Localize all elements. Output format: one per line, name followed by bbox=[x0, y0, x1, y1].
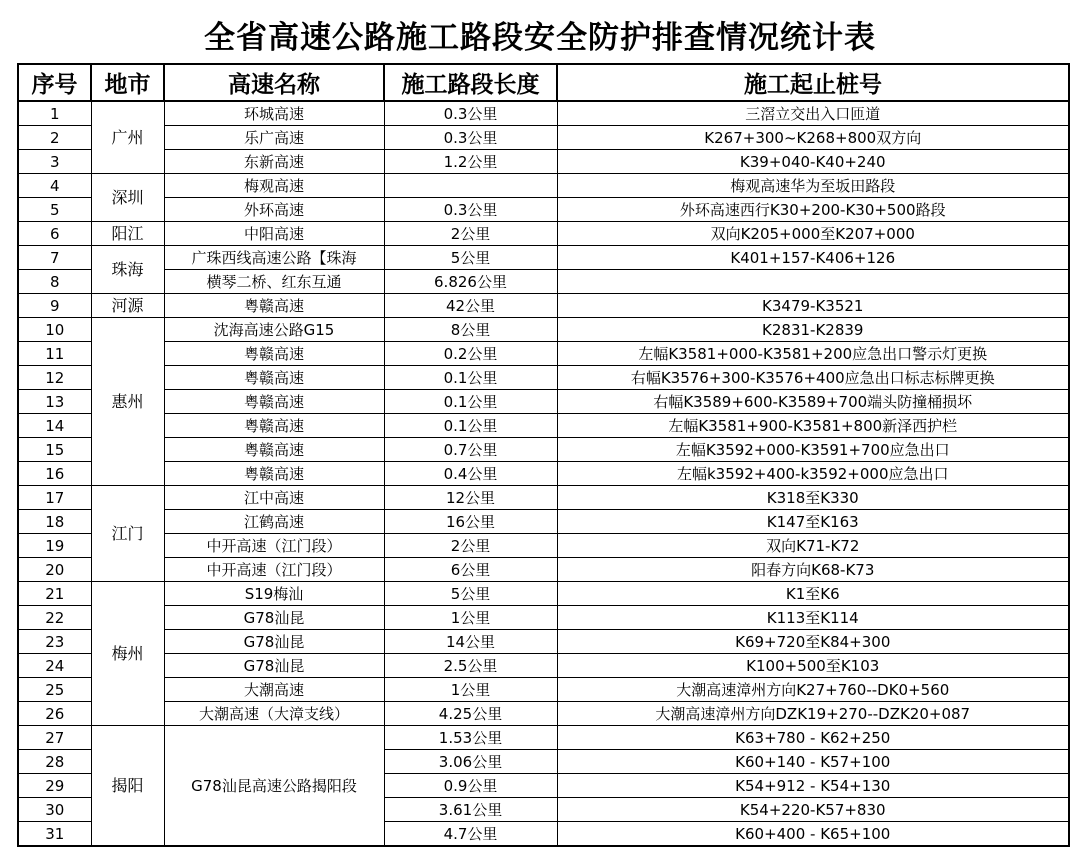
row-number: 28 bbox=[18, 750, 91, 774]
stake-range-cell: K60+400 - K65+100 bbox=[557, 822, 1069, 847]
section-length-cell: 0.3公里 bbox=[384, 126, 557, 150]
row-number: 15 bbox=[18, 438, 91, 462]
highway-name-cell: 粤赣高速 bbox=[164, 462, 384, 486]
stake-range-cell: K401+157-K406+126 bbox=[557, 246, 1069, 270]
section-length-cell: 0.1公里 bbox=[384, 366, 557, 390]
highway-name-cell: 梅观高速 bbox=[164, 174, 384, 198]
highway-name-cell: 中开高速（江门段） bbox=[164, 534, 384, 558]
highway-name-cell: G78汕昆 bbox=[164, 630, 384, 654]
stake-range-cell: 右幅K3576+300-K3576+400应急出口标志标牌更换 bbox=[557, 366, 1069, 390]
stake-range-cell: K318至K330 bbox=[557, 486, 1069, 510]
table-header-row bbox=[18, 64, 1069, 101]
row-number: 19 bbox=[18, 534, 91, 558]
highway-name-cell: 大潮高速（大漳支线） bbox=[164, 702, 384, 726]
header-stake-range: 施工起止桩号 bbox=[557, 64, 1069, 101]
table-row bbox=[18, 366, 1069, 390]
table-row bbox=[18, 126, 1069, 150]
highway-name-cell: 粤赣高速 bbox=[164, 366, 384, 390]
stake-range-cell: K267+300~K268+800双方向 bbox=[557, 126, 1069, 150]
stake-range-cell: 双向K205+000至K207+000 bbox=[557, 222, 1069, 246]
table-row bbox=[18, 101, 1069, 126]
stake-range-cell: 左幅K3592+000-K3591+700应急出口 bbox=[557, 438, 1069, 462]
stake-range-cell: 左幅K3581+000-K3581+200应急出口警示灯更换 bbox=[557, 342, 1069, 366]
stake-range-cell: 大潮高速漳州方向DZK19+270--DZK20+087 bbox=[557, 702, 1069, 726]
section-length-cell: 1公里 bbox=[384, 606, 557, 630]
table-row bbox=[18, 174, 1069, 198]
highway-name-cell: 广珠西线高速公路【珠海 bbox=[164, 246, 384, 270]
row-number: 23 bbox=[18, 630, 91, 654]
city-cell: 阳江 bbox=[91, 222, 164, 246]
city-cell: 江门 bbox=[91, 486, 164, 582]
section-length-cell: 0.3公里 bbox=[384, 101, 557, 126]
highway-name-cell: 江中高速 bbox=[164, 486, 384, 510]
row-number: 6 bbox=[18, 222, 91, 246]
highway-name-cell: 中开高速（江门段） bbox=[164, 558, 384, 582]
header-highway-name: 高速名称 bbox=[164, 64, 384, 101]
row-number: 20 bbox=[18, 558, 91, 582]
header-city: 地市 bbox=[91, 64, 164, 101]
table-row bbox=[18, 486, 1069, 510]
row-number: 2 bbox=[18, 126, 91, 150]
row-number: 7 bbox=[18, 246, 91, 270]
section-length-cell: 8公里 bbox=[384, 318, 557, 342]
stake-range-cell: K2831-K2839 bbox=[557, 318, 1069, 342]
highway-name-cell: 东新高速 bbox=[164, 150, 384, 174]
highway-name-cell: 中阳高速 bbox=[164, 222, 384, 246]
stake-range-cell: 左幅K3581+900-K3581+800新泽西护栏 bbox=[557, 414, 1069, 438]
section-length-cell: 0.4公里 bbox=[384, 462, 557, 486]
section-length-cell: 5公里 bbox=[384, 246, 557, 270]
highway-name-cell: 粤赣高速 bbox=[164, 438, 384, 462]
stake-range-cell: 右幅K3589+600-K3589+700端头防撞桶损坏 bbox=[557, 390, 1069, 414]
table-row bbox=[18, 342, 1069, 366]
highway-name-cell: 粤赣高速 bbox=[164, 414, 384, 438]
row-number: 18 bbox=[18, 510, 91, 534]
section-length-cell: 6.826公里 bbox=[384, 270, 557, 294]
stake-range-cell: K100+500至K103 bbox=[557, 654, 1069, 678]
table-row bbox=[18, 606, 1069, 630]
row-number: 11 bbox=[18, 342, 91, 366]
row-number: 29 bbox=[18, 774, 91, 798]
section-length-cell: 5公里 bbox=[384, 582, 557, 606]
city-cell: 深圳 bbox=[91, 174, 164, 222]
section-length-cell: 4.7公里 bbox=[384, 822, 557, 847]
city-cell: 揭阳 bbox=[91, 726, 164, 847]
stake-range-cell: K54+912 - K54+130 bbox=[557, 774, 1069, 798]
table-row bbox=[18, 414, 1069, 438]
highway-name-cell: 环城高速 bbox=[164, 101, 384, 126]
stake-range-cell: 梅观高速华为至坂田路段 bbox=[557, 174, 1069, 198]
stake-range-cell: K63+780 - K62+250 bbox=[557, 726, 1069, 750]
table-row bbox=[18, 558, 1069, 582]
highway-name-cell: 粤赣高速 bbox=[164, 294, 384, 318]
section-length-cell: 14公里 bbox=[384, 630, 557, 654]
city-cell: 河源 bbox=[91, 294, 164, 318]
table-row bbox=[18, 438, 1069, 462]
highway-name-cell: 外环高速 bbox=[164, 198, 384, 222]
table-row bbox=[18, 726, 1069, 750]
section-length-cell: 0.9公里 bbox=[384, 774, 557, 798]
row-number: 27 bbox=[18, 726, 91, 750]
stake-range-cell: 双向K71-K72 bbox=[557, 534, 1069, 558]
row-number: 3 bbox=[18, 150, 91, 174]
section-length-cell: 6公里 bbox=[384, 558, 557, 582]
city-cell: 梅州 bbox=[91, 582, 164, 726]
section-length-cell: 0.7公里 bbox=[384, 438, 557, 462]
table-row bbox=[18, 390, 1069, 414]
table-row bbox=[18, 510, 1069, 534]
table-row bbox=[18, 702, 1069, 726]
section-length-cell: 16公里 bbox=[384, 510, 557, 534]
table-row bbox=[18, 198, 1069, 222]
stake-range-cell: K113至K114 bbox=[557, 606, 1069, 630]
stake-range-cell bbox=[557, 270, 1069, 294]
row-number: 13 bbox=[18, 390, 91, 414]
row-number: 22 bbox=[18, 606, 91, 630]
statistics-table bbox=[17, 63, 1070, 847]
city-cell: 珠海 bbox=[91, 246, 164, 294]
section-length-cell: 2.5公里 bbox=[384, 654, 557, 678]
table-row bbox=[18, 318, 1069, 342]
highway-name-cell: 沈海高速公路G15 bbox=[164, 318, 384, 342]
stake-range-cell: K39+040-K40+240 bbox=[557, 150, 1069, 174]
row-number: 21 bbox=[18, 582, 91, 606]
stake-range-cell: 大潮高速漳州方向K27+760--DK0+560 bbox=[557, 678, 1069, 702]
section-length-cell: 1公里 bbox=[384, 678, 557, 702]
stake-range-cell: K60+140 - K57+100 bbox=[557, 750, 1069, 774]
row-number: 9 bbox=[18, 294, 91, 318]
row-number: 8 bbox=[18, 270, 91, 294]
row-number: 10 bbox=[18, 318, 91, 342]
stake-range-cell: K54+220-K57+830 bbox=[557, 798, 1069, 822]
section-length-cell: 0.3公里 bbox=[384, 198, 557, 222]
city-cell: 广州 bbox=[91, 101, 164, 174]
table-row bbox=[18, 246, 1069, 270]
row-number: 31 bbox=[18, 822, 91, 847]
section-length-cell: 3.61公里 bbox=[384, 798, 557, 822]
section-length-cell: 0.1公里 bbox=[384, 390, 557, 414]
row-number: 30 bbox=[18, 798, 91, 822]
table-row bbox=[18, 678, 1069, 702]
row-number: 17 bbox=[18, 486, 91, 510]
highway-name-cell: G78汕昆高速公路揭阳段 bbox=[164, 726, 384, 847]
stake-range-cell: K1至K6 bbox=[557, 582, 1069, 606]
highway-name-cell: 大潮高速 bbox=[164, 678, 384, 702]
stake-range-cell: 阳春方向K68-K73 bbox=[557, 558, 1069, 582]
section-length-cell: 42公里 bbox=[384, 294, 557, 318]
highway-name-cell: 粤赣高速 bbox=[164, 342, 384, 366]
header-no: 序号 bbox=[18, 64, 91, 101]
table-row bbox=[18, 534, 1069, 558]
row-number: 12 bbox=[18, 366, 91, 390]
table-body bbox=[18, 101, 1069, 846]
section-length-cell: 1.2公里 bbox=[384, 150, 557, 174]
row-number: 5 bbox=[18, 198, 91, 222]
highway-name-cell: G78汕昆 bbox=[164, 606, 384, 630]
section-length-cell: 0.2公里 bbox=[384, 342, 557, 366]
highway-name-cell: G78汕昆 bbox=[164, 654, 384, 678]
table-row bbox=[18, 222, 1069, 246]
section-length-cell: 4.25公里 bbox=[384, 702, 557, 726]
stake-range-cell: 左幅k3592+400-k3592+000应急出口 bbox=[557, 462, 1069, 486]
table-row bbox=[18, 630, 1069, 654]
section-length-cell: 0.1公里 bbox=[384, 414, 557, 438]
row-number: 4 bbox=[18, 174, 91, 198]
row-number: 24 bbox=[18, 654, 91, 678]
section-length-cell: 1.53公里 bbox=[384, 726, 557, 750]
highway-name-cell: 乐广高速 bbox=[164, 126, 384, 150]
row-number: 1 bbox=[18, 101, 91, 126]
table-row bbox=[18, 654, 1069, 678]
table-row bbox=[18, 294, 1069, 318]
header-section-length: 施工路段长度 bbox=[384, 64, 557, 101]
section-length-cell: 12公里 bbox=[384, 486, 557, 510]
row-number: 16 bbox=[18, 462, 91, 486]
table-row bbox=[18, 270, 1069, 294]
highway-name-cell: 横琴二桥、红东互通 bbox=[164, 270, 384, 294]
section-length-cell: 3.06公里 bbox=[384, 750, 557, 774]
section-length-cell: 2公里 bbox=[384, 534, 557, 558]
row-number: 14 bbox=[18, 414, 91, 438]
table-row bbox=[18, 462, 1069, 486]
section-length-cell bbox=[384, 174, 557, 198]
highway-name-cell: 江鹤高速 bbox=[164, 510, 384, 534]
city-cell: 惠州 bbox=[91, 318, 164, 486]
stake-range-cell: K147至K163 bbox=[557, 510, 1069, 534]
stake-range-cell: K69+720至K84+300 bbox=[557, 630, 1069, 654]
stake-range-cell: 外环高速西行K30+200-K30+500路段 bbox=[557, 198, 1069, 222]
table-row bbox=[18, 150, 1069, 174]
row-number: 26 bbox=[18, 702, 91, 726]
row-number: 25 bbox=[18, 678, 91, 702]
highway-name-cell: S19梅汕 bbox=[164, 582, 384, 606]
stake-range-cell: K3479-K3521 bbox=[557, 294, 1069, 318]
stake-range-cell: 三滘立交出入口匝道 bbox=[557, 101, 1069, 126]
table-row bbox=[18, 582, 1069, 606]
highway-name-cell: 粤赣高速 bbox=[164, 390, 384, 414]
page-title: 全省高速公路施工路段安全防护排查情况统计表 bbox=[204, 20, 876, 56]
section-length-cell: 2公里 bbox=[384, 222, 557, 246]
